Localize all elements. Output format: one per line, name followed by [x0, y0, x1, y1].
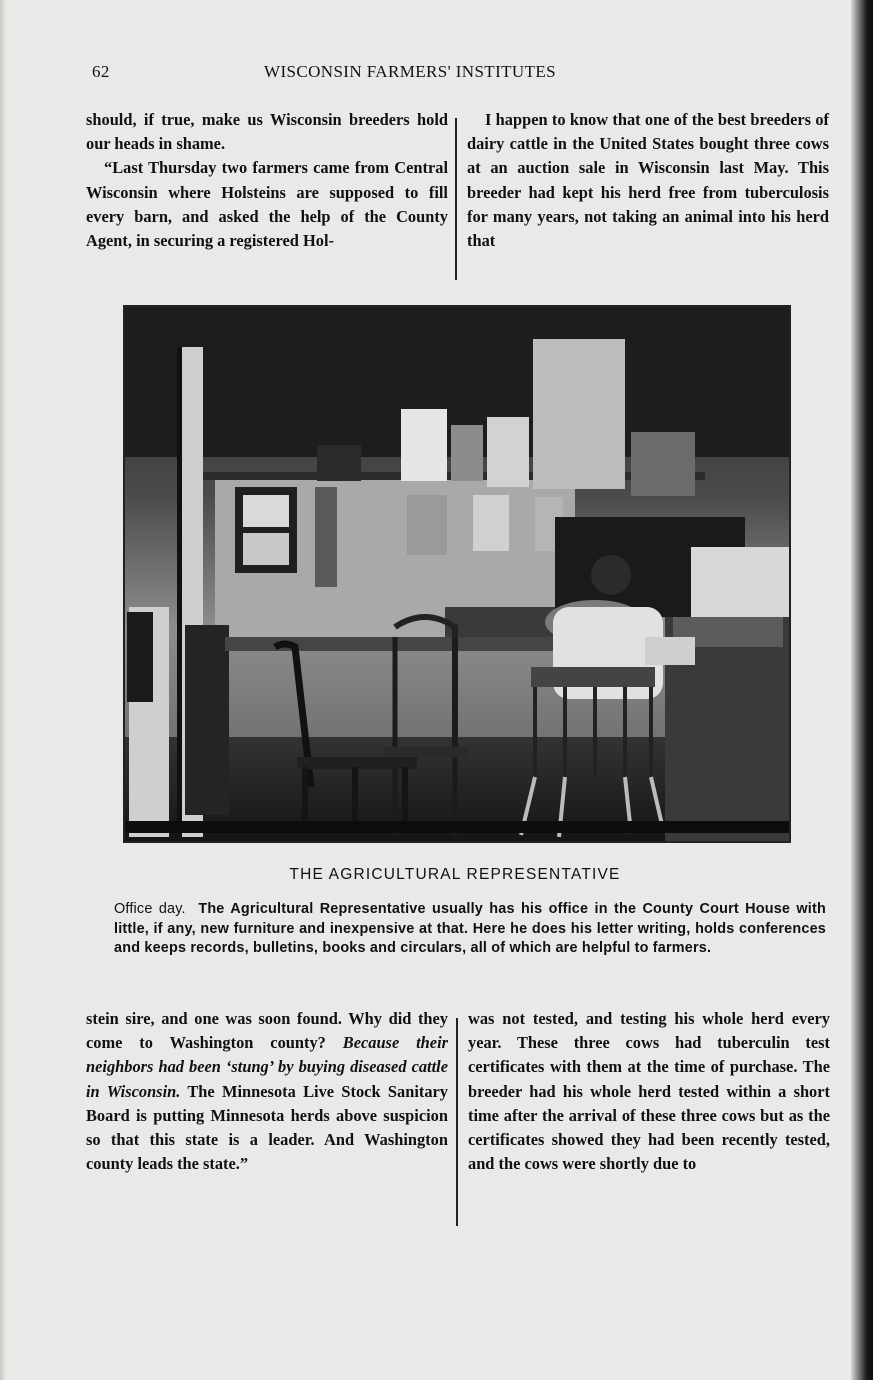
paragraph: should, if true, make us Wisconsin breeders hold our heads in shame. — [86, 110, 448, 154]
column-divider — [456, 1018, 458, 1226]
paragraph: was not tested, and testing his whole herd every year. These three cows had tuberculin test certificates with them at the time of purchase. The breeder had his whole herd tested within a short time after the arrival of these three cows but as the certificates showed they had been recently tested, and the cows were shortly due to — [468, 1009, 830, 1174]
caption-body — [114, 900, 826, 959]
paragraph: “Last Thursday two farmers came from Central Wisconsin where Holsteins are supposed to fill every barn, and asked the help of the County Agent, in securing a registered Hol- — [86, 158, 448, 251]
column-bottom-left — [86, 1007, 448, 1176]
office-photo-illustration — [125, 307, 789, 841]
page-header — [92, 62, 832, 86]
emphasized-text: Because their neighbors had been ‘stung’ by buying diseased cattle in Wisconsin. — [86, 1033, 448, 1101]
running-head: WISCONSIN FARMERS' INSTITUTES — [264, 62, 557, 81]
caption-text: The Agricultural Representative usually has his office in the County Court House with little, if any, new furniture and inexpensive at that. Here he does his letter writing, holds conferences and keeps records, bulletins, books and circulars, all of which are helpful to farmers. — [114, 901, 826, 956]
page-edge-right — [851, 0, 873, 1380]
caption-lead: Office day. — [114, 901, 186, 917]
column-top-right — [467, 108, 829, 253]
paragraph — [86, 1007, 448, 1176]
office-photograph — [123, 305, 791, 843]
column-bottom-right — [468, 1007, 830, 1176]
page-number: 62 — [92, 62, 110, 81]
caption-title: THE AGRICULTURAL REPRESENTATIVE — [289, 866, 621, 883]
paragraph-text: stein sire, and one was soon found. Why did they come to Washington county? — [86, 1009, 448, 1053]
column-divider — [455, 118, 457, 280]
page-edge-left — [0, 0, 6, 1380]
paragraph-text: The Minnesota Live Stock Sanitary Board is putting Minnesota herds above suspicion so that this state is a leader. And Washington county leads the state.” — [86, 1081, 448, 1174]
column-top-left — [86, 108, 448, 253]
paragraph: I happen to know that one of the best breeders of dairy cattle in the United States bought three cows at an auction sale in Wisconsin last May. This breeder had kept his herd free from tuberculosis for many years, not taking an animal into his herd that — [467, 110, 829, 251]
